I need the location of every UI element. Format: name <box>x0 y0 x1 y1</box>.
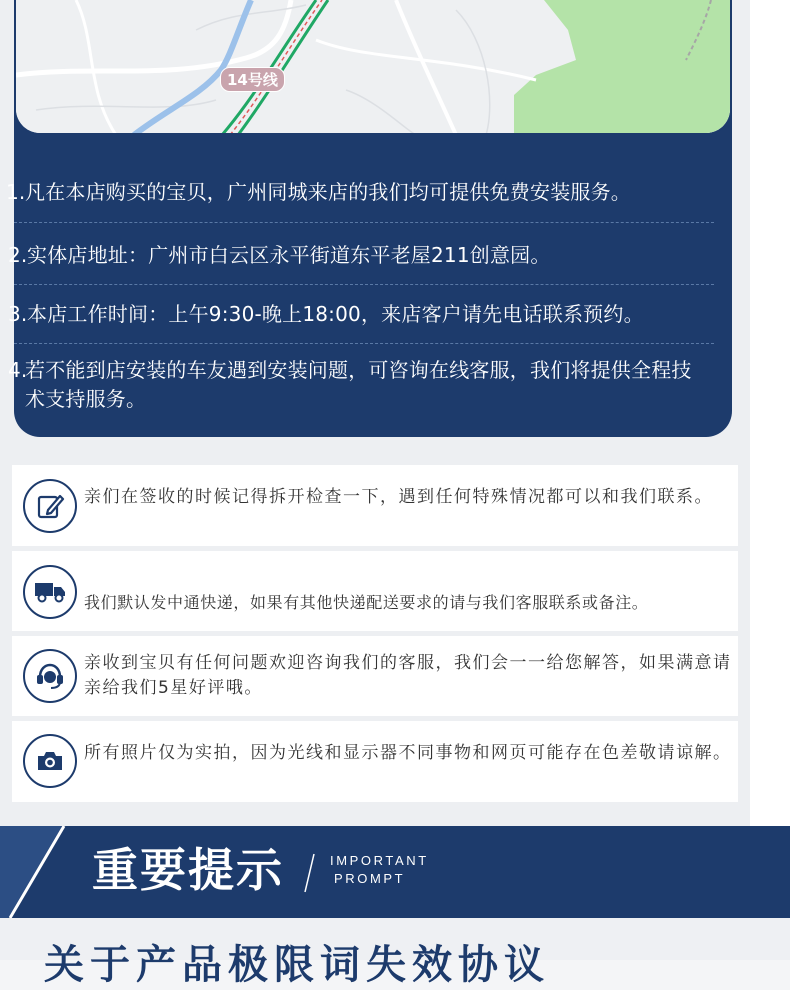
next-section <box>0 918 790 988</box>
banner-title: 重要提示 <box>92 843 284 897</box>
metro-line-badge: 14号线 <box>220 67 285 92</box>
divider <box>14 343 714 344</box>
camera-icon <box>23 734 77 788</box>
edit-icon <box>23 479 77 533</box>
right-margin <box>750 0 790 826</box>
info-item-number: 4. <box>8 358 28 382</box>
divider <box>14 284 714 285</box>
info-item-number: 1. <box>6 180 26 204</box>
notice-text: 所有照片仅为实拍，因为光线和显示器不同事物和网页可能存在色差敬请谅解。 <box>84 743 732 763</box>
info-item-text: 实体店地址：广州市白云区永平街道东平老屋211创意园。 <box>27 243 551 267</box>
notice-text: 亲收到宝贝有任何问题欢迎咨询我们的客服，我们会一一给您解答，如果满意请亲给我们5星好评哦。 <box>84 653 732 698</box>
divider <box>14 222 714 223</box>
notice-card-shipping <box>12 551 738 631</box>
info-item-text: 本店工作时间：上午9:30-晚上18:00，来店客户请先电话联系预约。 <box>27 302 644 326</box>
map-graphic <box>16 0 732 135</box>
store-map[interactable] <box>14 0 732 135</box>
section-heading: 关于产品极限词失效协议 <box>44 942 550 988</box>
info-item-text: 凡在本店购买的宝贝，广州同城来店的我们均可提供免费安装服务。 <box>25 180 631 204</box>
notice-card-photo <box>12 721 738 802</box>
banner-subtitle <box>330 852 429 888</box>
banner-subtitle-line2: PROMPT <box>334 871 406 886</box>
notice-card-inspect <box>12 465 738 546</box>
info-item-number: 3. <box>8 302 28 326</box>
info-item-number: 2. <box>8 243 28 267</box>
truck-icon <box>23 565 77 619</box>
headset-icon <box>23 649 77 703</box>
notice-text: 我们默认发中通快递，如果有其他快递配送要求的请与我们客服联系或备注。 <box>84 593 649 612</box>
important-banner <box>0 826 790 918</box>
info-item-text: 若不能到店安装的车友遇到安装问题，可咨询在线客服，我们将提供全程技术支持服务。 <box>25 358 692 411</box>
notice-card-service <box>12 636 738 716</box>
notice-text: 亲们在签收的时候记得拆开检查一下，遇到任何特殊情况都可以和我们联系。 <box>84 487 713 507</box>
banner-subtitle-line1: IMPORTANT <box>330 853 429 868</box>
